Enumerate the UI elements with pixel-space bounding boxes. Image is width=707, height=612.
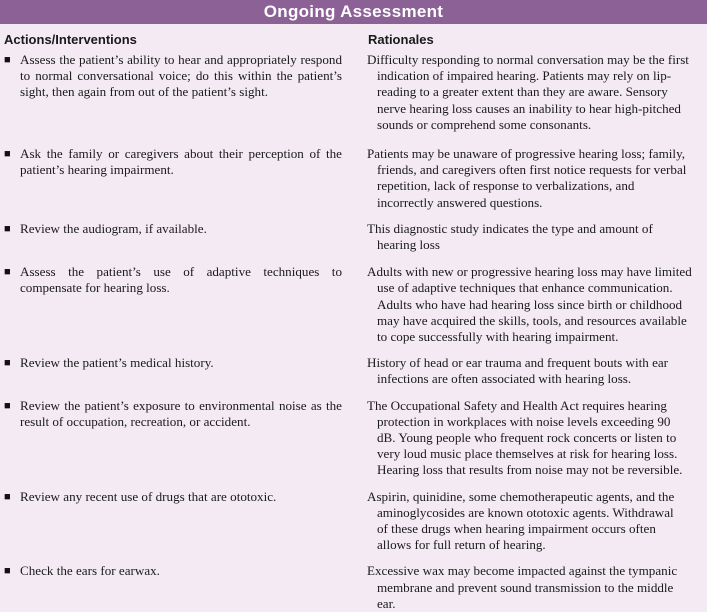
rationale-cell (366, 264, 707, 345)
rationale-line: reading to a greater extent than they are aware. Sensory (377, 84, 668, 100)
square-bullet-icon: ■ (4, 399, 11, 412)
rationale-line: protection in workplaces with noise levels exceeding 90 (377, 413, 671, 429)
action-cell (0, 398, 366, 479)
action-cell (0, 489, 366, 554)
action-text: Assess the patient’s ability to hear and appropriately respond to normal conversational voice; do this within the patient’s sight, then again from out of the patient’s sight. (20, 52, 342, 100)
rationale-line: dB. Young people who frequent rock concerts or listen to (377, 430, 677, 446)
action-text: Check the ears for earwax. (20, 563, 160, 579)
table-row (0, 489, 707, 554)
action-text: Review the patient’s exposure to environmental noise as the result of occupation, recreation, or accident. (20, 397, 342, 429)
assessment-table (0, 52, 707, 612)
action-text: Review any recent use of drugs that are ototoxic. (20, 488, 277, 504)
table-row (0, 146, 707, 211)
rationale-line: to cope successfully with hearing impairment. (377, 329, 619, 345)
table-row (0, 563, 707, 612)
rationales-header: Rationales (368, 32, 434, 47)
action-cell (0, 264, 366, 345)
rationale-line: aminoglycosides are known ototoxic agents. Withdrawal (377, 504, 674, 520)
table-row (0, 355, 707, 387)
rationale-cell (366, 355, 707, 387)
rationale-line: very loud music place themselves at risk for hearing loss. (377, 446, 678, 462)
actions-header: Actions/Interventions (4, 32, 137, 47)
rationale-line: hearing loss (377, 237, 440, 253)
square-bullet-icon: ■ (4, 565, 11, 578)
rationale-line: incorrectly answered questions. (377, 194, 543, 210)
rationale-line: Patients may be unaware of progressive hearing loss; family, (367, 146, 686, 162)
rationale-line: indication of impaired hearing. Patients may rely on lip- (377, 68, 672, 84)
action-cell (0, 52, 366, 133)
rationale-cell (366, 146, 707, 211)
square-bullet-icon: ■ (4, 148, 11, 161)
rationale-line: Adults with new or progressive hearing loss may have limited (367, 264, 692, 280)
column-headers (0, 24, 707, 52)
rationale-cell (366, 563, 707, 612)
rationale-cell (366, 398, 707, 479)
rationale-line: allows for full return of hearing. (377, 537, 546, 553)
section-title: Ongoing Assessment (0, 0, 707, 24)
rationale-line: may have acquired the skills, tools, and resources available (377, 312, 687, 328)
table-row (0, 221, 707, 253)
rationale-line: repetition, lack of response to verbalizations, and (377, 178, 635, 194)
rationale-line: This diagnostic study indicates the type and amount of (367, 220, 653, 236)
table-row (0, 398, 707, 479)
table-row (0, 52, 707, 133)
rationale-cell (366, 489, 707, 554)
action-text: Assess the patient’s use of adaptive techniques to compensate for hearing loss. (20, 264, 342, 296)
action-cell (0, 146, 366, 211)
action-cell (0, 563, 366, 612)
action-text: Review the patient’s medical history. (20, 355, 214, 371)
action-cell (0, 355, 366, 387)
rationale-cell (366, 52, 707, 133)
rationale-line: History of head or ear trauma and frequent bouts with ear (367, 355, 669, 371)
action-cell (0, 221, 366, 253)
rationale-line: Difficulty responding to normal conversation may be the first (367, 52, 689, 67)
rationale-line: use of adaptive techniques that enhance communication. (377, 280, 673, 296)
table-row (0, 264, 707, 345)
action-text: Ask the family or caregivers about their perception of the patient’s hearing impairment. (20, 146, 342, 178)
square-bullet-icon: ■ (4, 490, 11, 503)
rationale-line: Excessive wax may become impacted against the tympanic (367, 563, 678, 579)
rationale-line: ear. (377, 595, 396, 611)
rationale-line: sounds or comprehend some consonants. (377, 116, 592, 132)
rationale-line: The Occupational Safety and Health Act requires hearing (367, 397, 667, 413)
square-bullet-icon: ■ (4, 266, 11, 279)
rationale-line: friends, and caregivers often first notice requests for verbal (377, 162, 687, 178)
rationale-line: Hearing loss that results from noise may not be reversible. (377, 462, 683, 478)
rationale-line: nerve hearing loss causes an inability to hear high-pitched (377, 100, 681, 116)
rationale-cell (366, 221, 707, 253)
rationale-line: membrane and prevent sound transmission to the middle (377, 579, 674, 595)
rationale-line: infections are often associated with hearing loss. (377, 371, 632, 387)
action-text: Review the audiogram, if available. (20, 220, 207, 236)
square-bullet-icon: ■ (4, 222, 11, 235)
square-bullet-icon: ■ (4, 54, 11, 66)
rationale-line: Adults who have had hearing loss since birth or childhood (377, 296, 683, 312)
rationale-line: of these drugs when hearing impairment occurs often (377, 521, 656, 537)
square-bullet-icon: ■ (4, 357, 11, 370)
rationale-line: Aspirin, quinidine, some chemotherapeutic agents, and the (367, 488, 675, 504)
